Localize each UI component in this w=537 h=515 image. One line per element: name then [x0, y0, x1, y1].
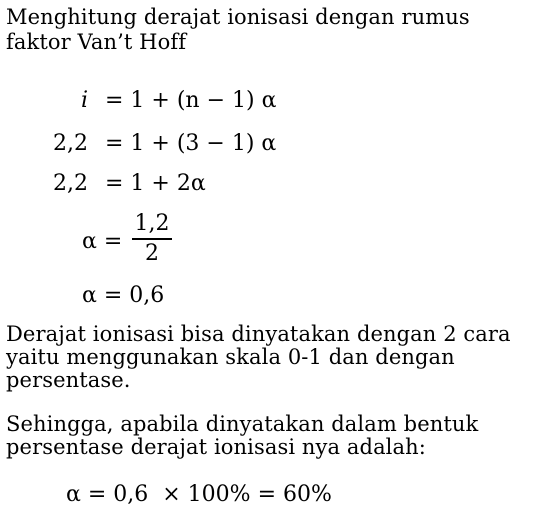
final-equation: α = 0,6 × 100% = 60% — [66, 482, 332, 507]
equation-1 — [60, 88, 276, 114]
equation-1-lhs: i — [80, 88, 88, 113]
equation-2 — [44, 131, 276, 157]
intro-line-1: Menghitung derajat ionisasi dengan rumus — [6, 5, 470, 29]
intro-line-2: faktor Van’t Hoff — [6, 30, 187, 54]
fraction-bar — [132, 238, 172, 240]
fraction-numerator: 1,2 — [134, 211, 170, 236]
equation-3-lhs: 2,2 — [53, 171, 88, 196]
equation-2-rhs: = 1 + (3 − 1) α — [105, 131, 277, 156]
equation-2-lhs: 2,2 — [53, 131, 88, 156]
equation-4-fraction — [130, 211, 174, 267]
conclusion-line-1: Sehingga, apabila dinyatakan dalam bentuk — [6, 412, 479, 436]
equation-5: α = 0,6 — [82, 283, 165, 308]
equation-4-lhs: α = — [82, 229, 123, 254]
explanation-line-1: Derajat ionisasi bisa dinyatakan dengan 2 cara — [6, 322, 511, 346]
explanation-line-2: yaitu menggunakan skala 0-1 dan dengan — [6, 345, 455, 369]
conclusion-line-2: persentase derajat ionisasi nya adalah: — [6, 435, 426, 459]
fraction-denominator: 2 — [145, 240, 159, 266]
equation-3 — [44, 171, 206, 197]
equation-1-rhs: = 1 + (n − 1) α — [105, 88, 277, 113]
explanation-line-3: persentase. — [6, 368, 131, 392]
equation-3-rhs: = 1 + 2α — [105, 171, 206, 196]
